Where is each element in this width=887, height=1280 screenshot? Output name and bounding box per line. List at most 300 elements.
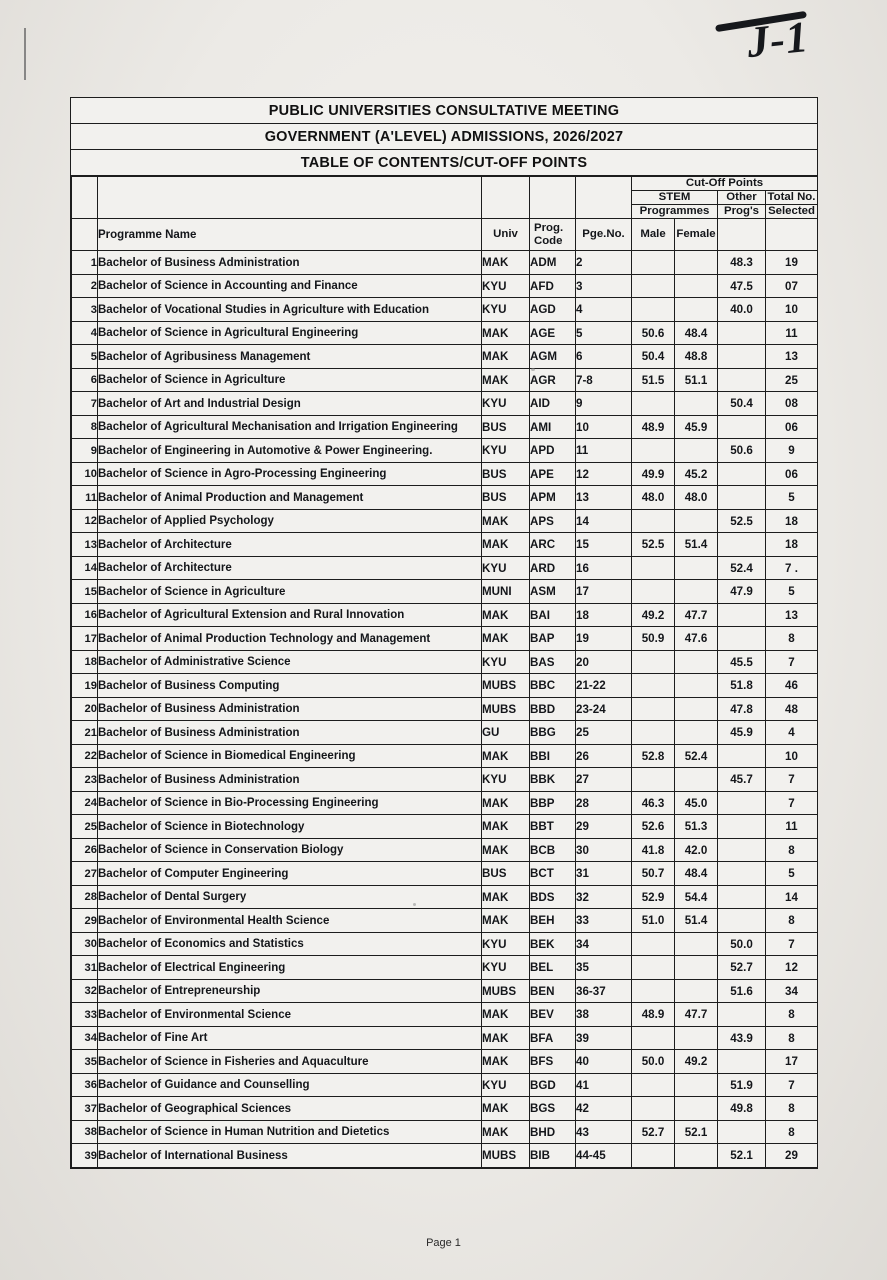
row-prog-code: APM: [530, 486, 576, 510]
row-prog-code: ARC: [530, 533, 576, 557]
row-other-progs: 50.4: [718, 392, 766, 416]
table-row: [72, 1120, 818, 1144]
row-univ: MAK: [482, 603, 530, 627]
row-univ: KYU: [482, 956, 530, 980]
row-index: 17: [72, 627, 98, 651]
row-index: 9: [72, 439, 98, 463]
row-univ: MAK: [482, 533, 530, 557]
header-male: Male: [632, 219, 675, 251]
row-total-selected: 06: [766, 462, 818, 486]
row-stem-female: [675, 556, 718, 580]
row-page-no: 12: [576, 462, 632, 486]
header-row-group: [72, 177, 818, 191]
row-programme-name: Bachelor of Guidance and Counselling: [98, 1073, 482, 1097]
row-other-progs: 51.6: [718, 979, 766, 1003]
row-univ: MAK: [482, 251, 530, 275]
row-stem-female: [675, 274, 718, 298]
row-index: 5: [72, 345, 98, 369]
row-index: 14: [72, 556, 98, 580]
table-header: [72, 177, 818, 251]
row-stem-male: 41.8: [632, 838, 675, 862]
row-index: 29: [72, 909, 98, 933]
row-prog-code: BBG: [530, 721, 576, 745]
row-page-no: 31: [576, 862, 632, 886]
row-stem-female: 54.4: [675, 885, 718, 909]
row-page-no: 25: [576, 721, 632, 745]
row-other-progs: 47.9: [718, 580, 766, 604]
row-stem-male: [632, 932, 675, 956]
header-pgeno: Pge.No.: [576, 219, 632, 251]
row-total-selected: 7: [766, 650, 818, 674]
row-prog-code: AGR: [530, 368, 576, 392]
row-page-no: 40: [576, 1050, 632, 1074]
row-index: 34: [72, 1026, 98, 1050]
row-stem-male: [632, 509, 675, 533]
row-index: 38: [72, 1120, 98, 1144]
document-table: [70, 97, 818, 1169]
row-index: 23: [72, 768, 98, 792]
row-stem-female: 48.0: [675, 486, 718, 510]
row-programme-name: Bachelor of Art and Industrial Design: [98, 392, 482, 416]
row-stem-male: 50.0: [632, 1050, 675, 1074]
row-programme-name: Bachelor of Science in Human Nutrition and Dietetics: [98, 1120, 482, 1144]
row-index: 1: [72, 251, 98, 275]
row-index: 26: [72, 838, 98, 862]
table-row: [72, 603, 818, 627]
row-programme-name: Bachelor of Science in Agro-Processing Engineering: [98, 462, 482, 486]
header-selected: Selected: [766, 205, 818, 219]
row-total-selected: 8: [766, 838, 818, 862]
row-index: 25: [72, 815, 98, 839]
row-univ: KYU: [482, 932, 530, 956]
row-total-selected: 8: [766, 909, 818, 933]
row-programme-name: Bachelor of Science in Biomedical Engineering: [98, 744, 482, 768]
row-page-no: 7-8: [576, 368, 632, 392]
header-blank-pge: [576, 177, 632, 219]
row-index: 24: [72, 791, 98, 815]
row-total-selected: 11: [766, 815, 818, 839]
row-total-selected: 17: [766, 1050, 818, 1074]
row-stem-male: [632, 674, 675, 698]
row-total-selected: 34: [766, 979, 818, 1003]
row-index: 7: [72, 392, 98, 416]
table-row: [72, 956, 818, 980]
row-index: 8: [72, 415, 98, 439]
row-prog-code: BBT: [530, 815, 576, 839]
row-index: 33: [72, 1003, 98, 1027]
row-univ: MAK: [482, 815, 530, 839]
row-prog-code: BGS: [530, 1097, 576, 1121]
table-row: [72, 650, 818, 674]
row-total-selected: 13: [766, 603, 818, 627]
row-stem-male: 48.0: [632, 486, 675, 510]
row-stem-female: 42.0: [675, 838, 718, 862]
row-prog-code: BGD: [530, 1073, 576, 1097]
title-line-1: PUBLIC UNIVERSITIES CONSULTATIVE MEETING: [71, 98, 817, 124]
header-progs: Prog's: [718, 205, 766, 219]
row-page-no: 26: [576, 744, 632, 768]
row-univ: MAK: [482, 321, 530, 345]
row-other-progs: 45.9: [718, 721, 766, 745]
row-index: 12: [72, 509, 98, 533]
header-other-blank: [718, 219, 766, 251]
row-total-selected: 25: [766, 368, 818, 392]
row-programme-name: Bachelor of Fine Art: [98, 1026, 482, 1050]
row-index: 3: [72, 298, 98, 322]
row-programme-name: Bachelor of Science in Agricultural Engineering: [98, 321, 482, 345]
row-page-no: 21-22: [576, 674, 632, 698]
row-programme-name: Bachelor of Geographical Sciences: [98, 1097, 482, 1121]
header-cutoff-points: Cut-Off Points: [632, 177, 818, 191]
table-row: [72, 697, 818, 721]
row-prog-code: APS: [530, 509, 576, 533]
row-programme-name: Bachelor of Animal Production Technology and Management: [98, 627, 482, 651]
row-stem-female: [675, 956, 718, 980]
row-stem-male: 52.9: [632, 885, 675, 909]
table-row: [72, 274, 818, 298]
header-prog-word: Prog.: [534, 221, 564, 234]
table-row: [72, 439, 818, 463]
row-other-progs: [718, 909, 766, 933]
row-univ: MAK: [482, 885, 530, 909]
row-prog-code: BEN: [530, 979, 576, 1003]
row-index: 13: [72, 533, 98, 557]
row-other-progs: [718, 368, 766, 392]
row-stem-female: [675, 1073, 718, 1097]
row-prog-code: AGD: [530, 298, 576, 322]
row-page-no: 3: [576, 274, 632, 298]
row-page-no: 5: [576, 321, 632, 345]
row-page-no: 35: [576, 956, 632, 980]
row-stem-female: [675, 298, 718, 322]
table-row: [72, 674, 818, 698]
row-other-progs: [718, 791, 766, 815]
table-row: [72, 932, 818, 956]
row-other-progs: 52.5: [718, 509, 766, 533]
row-stem-female: 49.2: [675, 1050, 718, 1074]
row-prog-code: BEH: [530, 909, 576, 933]
row-stem-male: [632, 1073, 675, 1097]
table-row: [72, 838, 818, 862]
row-page-no: 20: [576, 650, 632, 674]
row-prog-code: BIB: [530, 1144, 576, 1168]
row-other-progs: 52.7: [718, 956, 766, 980]
row-stem-female: [675, 979, 718, 1003]
row-page-no: 30: [576, 838, 632, 862]
row-programme-name: Bachelor of Environmental Science: [98, 1003, 482, 1027]
row-programme-name: Bachelor of Engineering in Automotive & Power Engineering.: [98, 439, 482, 463]
row-programme-name: Bachelor of Architecture: [98, 533, 482, 557]
row-programme-name: Bachelor of Animal Production and Management: [98, 486, 482, 510]
row-total-selected: 13: [766, 345, 818, 369]
row-stem-male: [632, 650, 675, 674]
row-other-progs: [718, 415, 766, 439]
row-stem-female: [675, 509, 718, 533]
table-row: [72, 368, 818, 392]
row-index: 36: [72, 1073, 98, 1097]
row-page-no: 18: [576, 603, 632, 627]
row-other-progs: [718, 1050, 766, 1074]
row-prog-code: BHD: [530, 1120, 576, 1144]
row-stem-female: 52.1: [675, 1120, 718, 1144]
row-univ: MUBS: [482, 979, 530, 1003]
row-page-no: 6: [576, 345, 632, 369]
row-other-progs: [718, 462, 766, 486]
row-prog-code: AFD: [530, 274, 576, 298]
row-stem-female: 47.7: [675, 603, 718, 627]
row-total-selected: 07: [766, 274, 818, 298]
table-row: [72, 509, 818, 533]
row-programme-name: Bachelor of International Business: [98, 1144, 482, 1168]
row-programme-name: Bachelor of Business Computing: [98, 674, 482, 698]
row-other-progs: 52.1: [718, 1144, 766, 1168]
table-row: [72, 251, 818, 275]
table-row: [72, 556, 818, 580]
table-row: [72, 979, 818, 1003]
row-univ: MAK: [482, 345, 530, 369]
header-female: Female: [675, 219, 718, 251]
row-univ: MUBS: [482, 697, 530, 721]
row-total-selected: 8: [766, 1120, 818, 1144]
row-stem-male: [632, 556, 675, 580]
row-stem-female: [675, 768, 718, 792]
table-row: [72, 744, 818, 768]
header-blank-code: [530, 177, 576, 219]
row-prog-code: BBP: [530, 791, 576, 815]
row-prog-code: BEL: [530, 956, 576, 980]
row-univ: MAK: [482, 627, 530, 651]
header-programme-name: Programme Name: [98, 219, 482, 251]
row-univ: MAK: [482, 509, 530, 533]
row-programme-name: Bachelor of Science in Bio-Processing Engineering: [98, 791, 482, 815]
row-prog-code: BDS: [530, 885, 576, 909]
row-other-progs: 45.5: [718, 650, 766, 674]
row-total-selected: 18: [766, 533, 818, 557]
table-row: [72, 321, 818, 345]
row-index: 39: [72, 1144, 98, 1168]
row-total-selected: 10: [766, 744, 818, 768]
table-row: [72, 791, 818, 815]
row-prog-code: ADM: [530, 251, 576, 275]
row-page-no: 41: [576, 1073, 632, 1097]
table-row: [72, 580, 818, 604]
row-stem-male: [632, 251, 675, 275]
row-other-progs: 40.0: [718, 298, 766, 322]
row-prog-code: ASM: [530, 580, 576, 604]
row-stem-male: [632, 697, 675, 721]
row-programme-name: Bachelor of Entrepreneurship: [98, 979, 482, 1003]
row-total-selected: 7: [766, 932, 818, 956]
row-total-selected: 9: [766, 439, 818, 463]
table-row: [72, 1026, 818, 1050]
row-page-no: 42: [576, 1097, 632, 1121]
row-index: 31: [72, 956, 98, 980]
table-row: [72, 298, 818, 322]
row-programme-name: Bachelor of Computer Engineering: [98, 862, 482, 886]
row-stem-male: 48.9: [632, 1003, 675, 1027]
row-stem-female: 51.3: [675, 815, 718, 839]
row-page-no: 39: [576, 1026, 632, 1050]
row-page-no: 19: [576, 627, 632, 651]
row-univ: MAK: [482, 1050, 530, 1074]
table-row: [72, 415, 818, 439]
row-univ: KYU: [482, 392, 530, 416]
row-stem-female: [675, 580, 718, 604]
row-stem-female: 47.7: [675, 1003, 718, 1027]
row-other-progs: [718, 533, 766, 557]
row-prog-code: BEK: [530, 932, 576, 956]
row-page-no: 14: [576, 509, 632, 533]
row-prog-code: BAS: [530, 650, 576, 674]
row-univ: KYU: [482, 298, 530, 322]
row-index: 32: [72, 979, 98, 1003]
row-page-no: 43: [576, 1120, 632, 1144]
row-index: 4: [72, 321, 98, 345]
row-total-selected: 19: [766, 251, 818, 275]
table-row: [72, 815, 818, 839]
row-other-progs: [718, 885, 766, 909]
table-row: [72, 1144, 818, 1168]
row-stem-male: [632, 1144, 675, 1168]
row-stem-female: 48.4: [675, 321, 718, 345]
table-row: [72, 1050, 818, 1074]
row-total-selected: 8: [766, 1026, 818, 1050]
table-body: [72, 251, 818, 1168]
row-univ: BUS: [482, 415, 530, 439]
row-other-progs: [718, 1120, 766, 1144]
row-other-progs: [718, 486, 766, 510]
row-univ: BUS: [482, 862, 530, 886]
row-prog-code: AID: [530, 392, 576, 416]
row-page-no: 16: [576, 556, 632, 580]
row-stem-male: [632, 580, 675, 604]
row-stem-female: [675, 697, 718, 721]
row-page-no: 15: [576, 533, 632, 557]
row-other-progs: 48.3: [718, 251, 766, 275]
row-index: 20: [72, 697, 98, 721]
row-total-selected: 5: [766, 862, 818, 886]
row-total-selected: 5: [766, 580, 818, 604]
row-index: 10: [72, 462, 98, 486]
row-stem-male: [632, 721, 675, 745]
row-programme-name: Bachelor of Agribusiness Management: [98, 345, 482, 369]
row-prog-code: APE: [530, 462, 576, 486]
row-other-progs: [718, 345, 766, 369]
row-prog-code: BBK: [530, 768, 576, 792]
row-page-no: 2: [576, 251, 632, 275]
row-other-progs: [718, 603, 766, 627]
row-stem-male: 49.9: [632, 462, 675, 486]
row-univ: MAK: [482, 1026, 530, 1050]
table-row: [72, 721, 818, 745]
row-prog-code: BEV: [530, 1003, 576, 1027]
row-prog-code: BBC: [530, 674, 576, 698]
row-programme-name: Bachelor of Science in Agriculture: [98, 368, 482, 392]
row-other-progs: 45.7: [718, 768, 766, 792]
row-index: 2: [72, 274, 98, 298]
row-univ: MUBS: [482, 674, 530, 698]
row-stem-male: 49.2: [632, 603, 675, 627]
scan-speck: [531, 368, 535, 371]
row-programme-name: Bachelor of Science in Biotechnology: [98, 815, 482, 839]
row-stem-female: 48.8: [675, 345, 718, 369]
row-total-selected: 5: [766, 486, 818, 510]
row-stem-female: [675, 1026, 718, 1050]
row-total-selected: 8: [766, 1003, 818, 1027]
row-stem-female: [675, 251, 718, 275]
header-total-blank: [766, 219, 818, 251]
row-programme-name: Bachelor of Science in Agriculture: [98, 580, 482, 604]
row-other-progs: 51.8: [718, 674, 766, 698]
row-stem-male: [632, 274, 675, 298]
row-programme-name: Bachelor of Administrative Science: [98, 650, 482, 674]
row-page-no: 34: [576, 932, 632, 956]
row-stem-male: 48.9: [632, 415, 675, 439]
row-univ: MAK: [482, 1097, 530, 1121]
row-programme-name: Bachelor of Business Administration: [98, 251, 482, 275]
row-total-selected: 08: [766, 392, 818, 416]
header-blank-name: [98, 177, 482, 219]
table-row: [72, 862, 818, 886]
row-stem-male: 50.4: [632, 345, 675, 369]
row-programme-name: Bachelor of Environmental Health Science: [98, 909, 482, 933]
row-prog-code: APD: [530, 439, 576, 463]
row-univ: MAK: [482, 1003, 530, 1027]
header-total-no: Total No.: [766, 191, 818, 205]
row-stem-female: [675, 932, 718, 956]
page-edge-mark: [24, 28, 26, 80]
row-other-progs: 47.5: [718, 274, 766, 298]
row-index: 21: [72, 721, 98, 745]
row-stem-male: [632, 298, 675, 322]
row-prog-code: BCT: [530, 862, 576, 886]
row-index: 11: [72, 486, 98, 510]
page-footer: Page 1: [426, 1237, 461, 1249]
row-other-progs: [718, 838, 766, 862]
row-univ: KYU: [482, 650, 530, 674]
row-programme-name: Bachelor of Electrical Engineering: [98, 956, 482, 980]
header-programmes: Programmes: [632, 205, 718, 219]
row-programme-name: Bachelor of Business Administration: [98, 697, 482, 721]
row-stem-male: 51.0: [632, 909, 675, 933]
row-stem-male: 50.6: [632, 321, 675, 345]
row-page-no: 32: [576, 885, 632, 909]
table-row: [72, 462, 818, 486]
row-page-no: 27: [576, 768, 632, 792]
row-index: 28: [72, 885, 98, 909]
row-page-no: 44-45: [576, 1144, 632, 1168]
row-stem-male: [632, 439, 675, 463]
row-prog-code: BFS: [530, 1050, 576, 1074]
row-stem-male: 52.6: [632, 815, 675, 839]
row-univ: KYU: [482, 768, 530, 792]
row-univ: MAK: [482, 909, 530, 933]
row-page-no: 13: [576, 486, 632, 510]
header-other: Other: [718, 191, 766, 205]
row-stem-male: 50.7: [632, 862, 675, 886]
row-stem-male: [632, 1097, 675, 1121]
header-index-col: [72, 219, 98, 251]
row-stem-female: 52.4: [675, 744, 718, 768]
row-univ: KYU: [482, 556, 530, 580]
row-index: 18: [72, 650, 98, 674]
row-univ: BUS: [482, 462, 530, 486]
row-univ: MAK: [482, 368, 530, 392]
row-total-selected: 14: [766, 885, 818, 909]
row-index: 19: [72, 674, 98, 698]
row-stem-female: [675, 1097, 718, 1121]
table-row: [72, 1073, 818, 1097]
